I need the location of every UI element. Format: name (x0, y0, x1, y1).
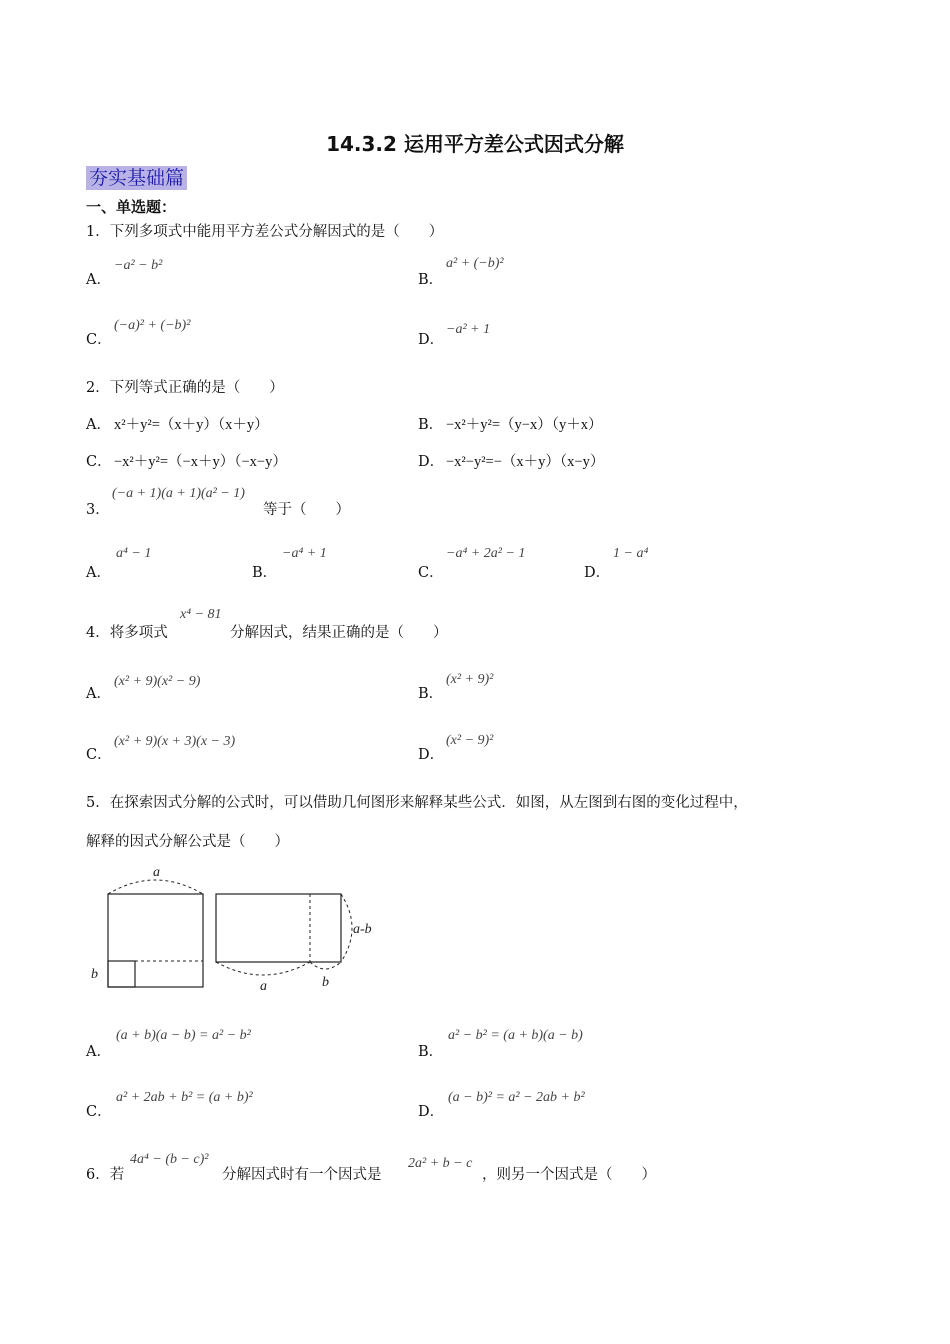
section-heading: 一、单选题： (86, 198, 177, 216)
q2-option-b-expr: −x²＋y²=（y−x）（y＋x） (446, 417, 603, 433)
q4-option-d-label: D． (418, 747, 445, 763)
left-small-square (108, 961, 135, 987)
q2-option-d-expr: −x²−y²=−（x＋y）（x−y） (446, 454, 605, 470)
q5-option-c-label: C． (86, 1104, 112, 1120)
q4-option-c-label: C． (86, 747, 112, 763)
square-rectangle-figure (85, 860, 385, 996)
q3-option-a-label: A． (86, 565, 111, 581)
q3-option-d-expr: 1 − a⁴ (613, 546, 649, 561)
q2-option-c-label: C． (86, 454, 112, 470)
right-bottom-brace-b (310, 962, 341, 969)
q5-option-d-label: D． (418, 1104, 445, 1120)
q2-option-d-label: D． (418, 454, 445, 470)
question-4-expr: x⁴ − 81 (180, 607, 222, 622)
right-bottom-brace-a (216, 962, 310, 975)
q1-option-d-expr: −a² + 1 (446, 322, 491, 337)
q1-option-a-expr: −a² − b² (114, 258, 163, 273)
question-3-number: 3． (86, 502, 110, 518)
q3-option-c-expr: −a⁴ + 2a² − 1 (446, 546, 526, 561)
question-5-stem-line1: 5．在探索因式分解的公式时，可以借助几何图形来解释某些公式．如图，从左图到右图的变化过程中， (86, 795, 748, 811)
q3-option-b-expr: −a⁴ + 1 (282, 546, 327, 561)
q1-option-d-label: D． (418, 332, 445, 348)
question-5-stem-line2: 解释的因式分解公式是（ ） (86, 834, 289, 850)
q4-option-b-expr: (x² + 9)² (446, 672, 494, 687)
question-4-head: 4．将多项式 (86, 625, 168, 641)
label-b-left: b (91, 967, 98, 982)
q5-option-a-expr: (a + b)(a − b) = a² − b² (116, 1028, 251, 1043)
question-3-expr: (−a + 1)(a + 1)(a² − 1) (112, 486, 245, 501)
right-rectangle (216, 894, 341, 962)
question-6-expr2: 2a² + b − c (408, 1156, 473, 1171)
q2-option-c-expr: −x²＋y²=（−x＋y）（−x−y） (114, 454, 287, 470)
label-a-top: a (153, 865, 160, 880)
q4-option-d-expr: (x² − 9)² (446, 733, 494, 748)
q5-option-d-expr: (a − b)² = a² − 2ab + b² (448, 1090, 585, 1105)
q1-option-b-label: B． (418, 272, 444, 288)
q4-option-a-label: A． (86, 686, 111, 702)
q5-option-b-label: B． (418, 1044, 444, 1060)
q1-option-a-label: A． (86, 272, 111, 288)
page-title: 14.3.2 运用平方差公式因式分解 (326, 132, 624, 156)
label-a-bottom: a (260, 979, 267, 994)
section-tag: 夯实基础篇 (86, 166, 187, 190)
question-6-expr1: 4a⁴ − (b − c)² (130, 1152, 209, 1167)
q1-option-c-label: C． (86, 332, 112, 348)
q3-option-a-expr: a⁴ − 1 (116, 546, 152, 561)
q5-option-a-label: A． (86, 1044, 111, 1060)
q3-option-c-label: C． (418, 565, 444, 581)
question-6-tail: ，则另一个因式是（ ） (482, 1167, 656, 1183)
q4-option-a-expr: (x² + 9)(x² − 9) (114, 674, 201, 689)
question-6-mid: 分解因式时有一个因式是 (222, 1167, 382, 1183)
label-b-bottom: b (322, 975, 329, 990)
q2-option-b-label: B． (418, 417, 444, 433)
q2-option-a-label: A． (86, 417, 111, 433)
question-2-stem: 2．下列等式正确的是（ ） (86, 380, 284, 396)
left-top-brace (108, 880, 203, 894)
question-4-tail: 分解因式，结果正确的是（ ） (230, 625, 448, 641)
q3-option-b-label: B． (252, 565, 278, 581)
label-a-minus-b: a-b (353, 922, 372, 937)
q4-option-b-label: B． (418, 686, 444, 702)
q5-option-b-expr: a² − b² = (a + b)(a − b) (448, 1028, 583, 1043)
q5-option-c-expr: a² + 2ab + b² = (a + b)² (116, 1090, 253, 1105)
question-1-stem: 1．下列多项式中能用平方差公式分解因式的是（ ） (86, 224, 444, 240)
q1-option-b-expr: a² + (−b)² (446, 256, 504, 271)
left-large-square (108, 894, 203, 987)
question-6-head: 6．若 (86, 1167, 125, 1183)
question-3-tail: 等于（ ） (263, 502, 350, 518)
right-side-brace (341, 894, 352, 962)
q4-option-c-expr: (x² + 9)(x + 3)(x − 3) (114, 734, 236, 749)
q3-option-d-label: D． (584, 565, 611, 581)
q2-option-a-expr: x²＋y²=（x＋y）（x＋y） (114, 417, 269, 433)
q1-option-c-expr: (−a)² + (−b)² (114, 318, 191, 333)
